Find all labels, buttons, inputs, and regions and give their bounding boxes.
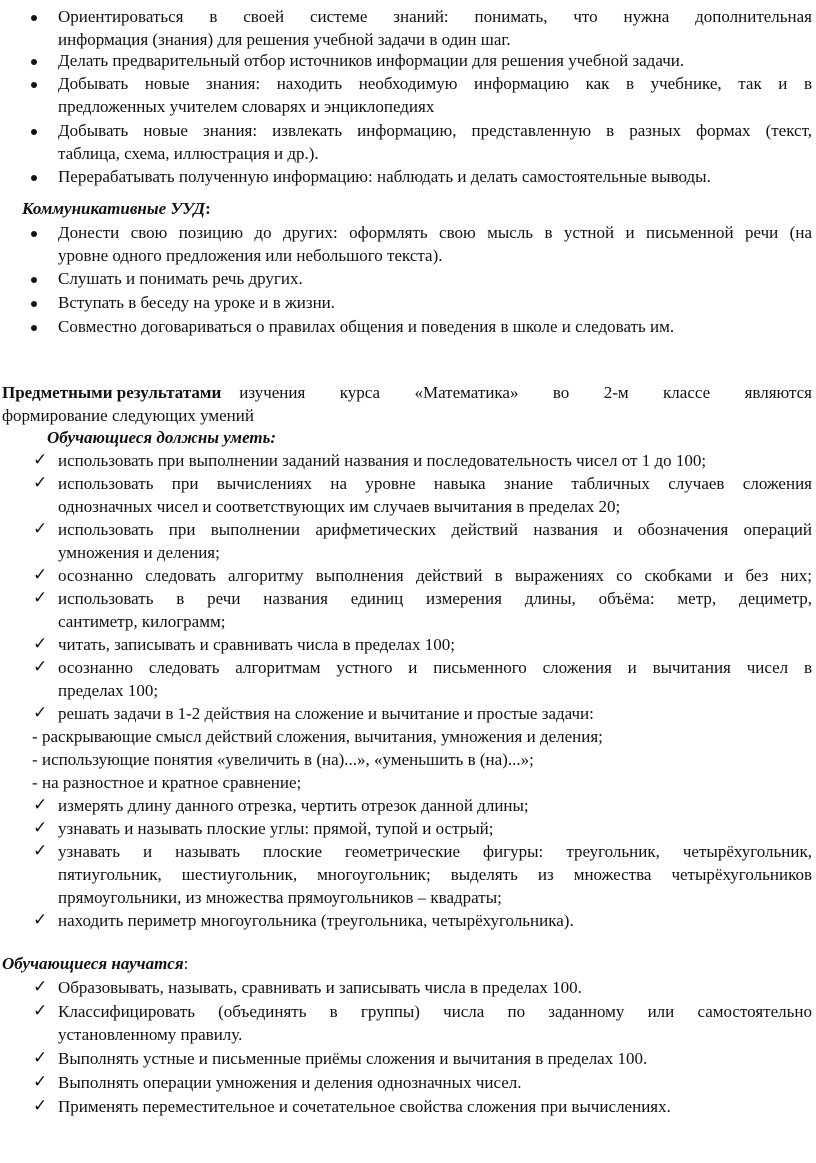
text-line: находить периметр многоугольника (треугольника, четырёхугольника).: [58, 911, 574, 930]
check-icon: ✓: [33, 977, 48, 997]
check-icon: ✓: [33, 1096, 48, 1116]
check-icon: ✓: [33, 703, 48, 723]
check-icon: ✓: [33, 910, 48, 930]
bullet-dot: [31, 277, 37, 283]
text-line: Выполнять устные и письменные приёмы сложения и вычитания в пределах 100.: [58, 1049, 648, 1068]
check-icon: ✓: [33, 565, 48, 585]
text-line: использующие понятия «увеличить в (на)...», «уменьшить в (на)...»;: [42, 750, 534, 769]
text-line: пределах 100;: [58, 681, 159, 700]
text-line: информация (знания) для решения учебной задачи в один шаг.: [58, 30, 511, 49]
bullet-dot: [31, 301, 37, 307]
text-line: Добывать новые знания: извлекать информацию, представленную в разных формах (текст,: [58, 121, 812, 140]
text-line: умножения и деления;: [58, 543, 220, 562]
subject-bold: Предметными результатами: [2, 383, 222, 402]
bullet-dot: [31, 129, 37, 135]
check-icon: ✓: [33, 795, 48, 815]
section-heading: [2, 952, 188, 975]
text-line: решать задачи в 1-2 действия на сложение и вычитание и простые задачи:: [58, 704, 594, 723]
text-line: осознанно следовать алгоритму выполнения действий в выражениях со скобками и без них;: [58, 566, 812, 585]
text-line: на разностное и кратное сравнение;: [42, 773, 302, 792]
heading-colon: :: [205, 199, 211, 218]
text-line: использовать при вычислениях на уровне навыка знание табличных случаев сложения: [58, 474, 812, 493]
text-line: сантиметр, килограмм;: [58, 612, 226, 631]
text-line: использовать при выполнении арифметических действий названия и обозначения операций: [58, 520, 812, 539]
text-line: Ориентироваться в своей системе знаний: понимать, что нужна дополнительная: [58, 7, 812, 26]
text-line: Делать предварительный отбор источников информации для решения учебной задачи.: [58, 51, 685, 70]
check-icon: ✓: [33, 634, 48, 654]
bullet-dot: [31, 325, 37, 331]
text-line: установленному правилу.: [58, 1025, 243, 1044]
check-icon: ✓: [33, 519, 48, 539]
text-line: однозначных чисел и соответствующих им случаев вычитания в пределах 20;: [58, 497, 621, 516]
text-line: использовать в речи названия единиц измерения длины, объёма: метр, дециметр,: [58, 589, 812, 608]
text-line: Применять переместительное и сочетательное свойства сложения при вычислениях.: [58, 1097, 671, 1116]
text-line: предложенных учителем словарях и энциклопедиях: [58, 97, 435, 116]
heading-colon: :: [183, 954, 189, 973]
text-line: Вступать в беседу на уроке и в жизни.: [58, 293, 336, 312]
text-line: измерять длину данного отрезка, чертить отрезок данной длины;: [58, 796, 529, 815]
check-icon: ✓: [33, 588, 48, 608]
dash-marker: -: [32, 750, 38, 769]
heading-text: Коммуникативные УУД: [22, 199, 206, 218]
bullet-dot: [31, 15, 37, 21]
bullet-dot: [31, 175, 37, 181]
subject-intro: [2, 381, 812, 404]
text-line: Донести свою позицию до других: оформлять свою мысль в устной и письменной речи (на: [58, 223, 812, 242]
text-line: узнавать и называть плоские геометрические фигуры: треугольник, четырёхугольник,: [58, 842, 812, 861]
text-line: пятиугольник, шестиугольник, многоугольник; выделять из множества четырёхугольников: [58, 865, 812, 884]
check-icon: ✓: [33, 1001, 48, 1021]
text-line: Классифицировать (объединять в группы) числа по заданному или самостоятельно: [58, 1002, 812, 1021]
sub-heading: Обучающиеся должны уметь:: [47, 428, 277, 447]
bullet-dot: [31, 59, 37, 65]
check-icon: ✓: [33, 1048, 48, 1068]
text-line: осознанно следовать алгоритмам устного и письменного сложения и вычитания чисел в: [58, 658, 812, 677]
text-line: Слушать и понимать речь других.: [58, 269, 303, 288]
text-line: читать, записывать и сравнивать числа в пределах 100;: [58, 635, 455, 654]
check-icon: ✓: [33, 450, 48, 470]
bullet-dot: [31, 82, 37, 88]
text-line: Совместно договариваться о правилах общения и поведения в школе и следовать им.: [58, 317, 675, 336]
text-line: узнавать и называть плоские углы: прямой, тупой и острый;: [58, 819, 494, 838]
heading-text: Обучающиеся научатся: [2, 954, 184, 973]
text-line: формирование следующих умений: [2, 406, 254, 425]
dash-marker: -: [32, 727, 38, 746]
text-line: Добывать новые знания: находить необходимую информацию как в учебнике, так и в: [58, 74, 812, 93]
subject-rest: изучения курса «Математика» во 2-м классе являются: [239, 383, 812, 402]
dash-marker: -: [32, 773, 38, 792]
text-line: таблица, схема, иллюстрация и др.).: [58, 144, 319, 163]
text-line: Образовывать, называть, сравнивать и записывать числа в пределах 100.: [58, 978, 582, 997]
text-line: прямоугольники, из множества прямоугольников – квадраты;: [58, 888, 502, 907]
section-heading: [22, 197, 211, 220]
text-line: Выполнять операции умножения и деления однозначных чисел.: [58, 1073, 522, 1092]
text-line: уровне одного предложения или небольшого текста).: [58, 246, 443, 265]
check-icon: ✓: [33, 473, 48, 493]
text-line: раскрывающие смысл действий сложения, вычитания, умножения и деления;: [42, 727, 603, 746]
check-icon: ✓: [33, 841, 48, 861]
check-icon: ✓: [33, 818, 48, 838]
text-line: использовать при выполнении заданий названия и последовательность чисел от 1 до 100;: [58, 451, 707, 470]
check-icon: ✓: [33, 1072, 48, 1092]
bullet-dot: [31, 231, 37, 237]
text-line: Перерабатывать полученную информацию: наблюдать и делать самостоятельные выводы.: [58, 167, 711, 186]
check-icon: ✓: [33, 657, 48, 677]
